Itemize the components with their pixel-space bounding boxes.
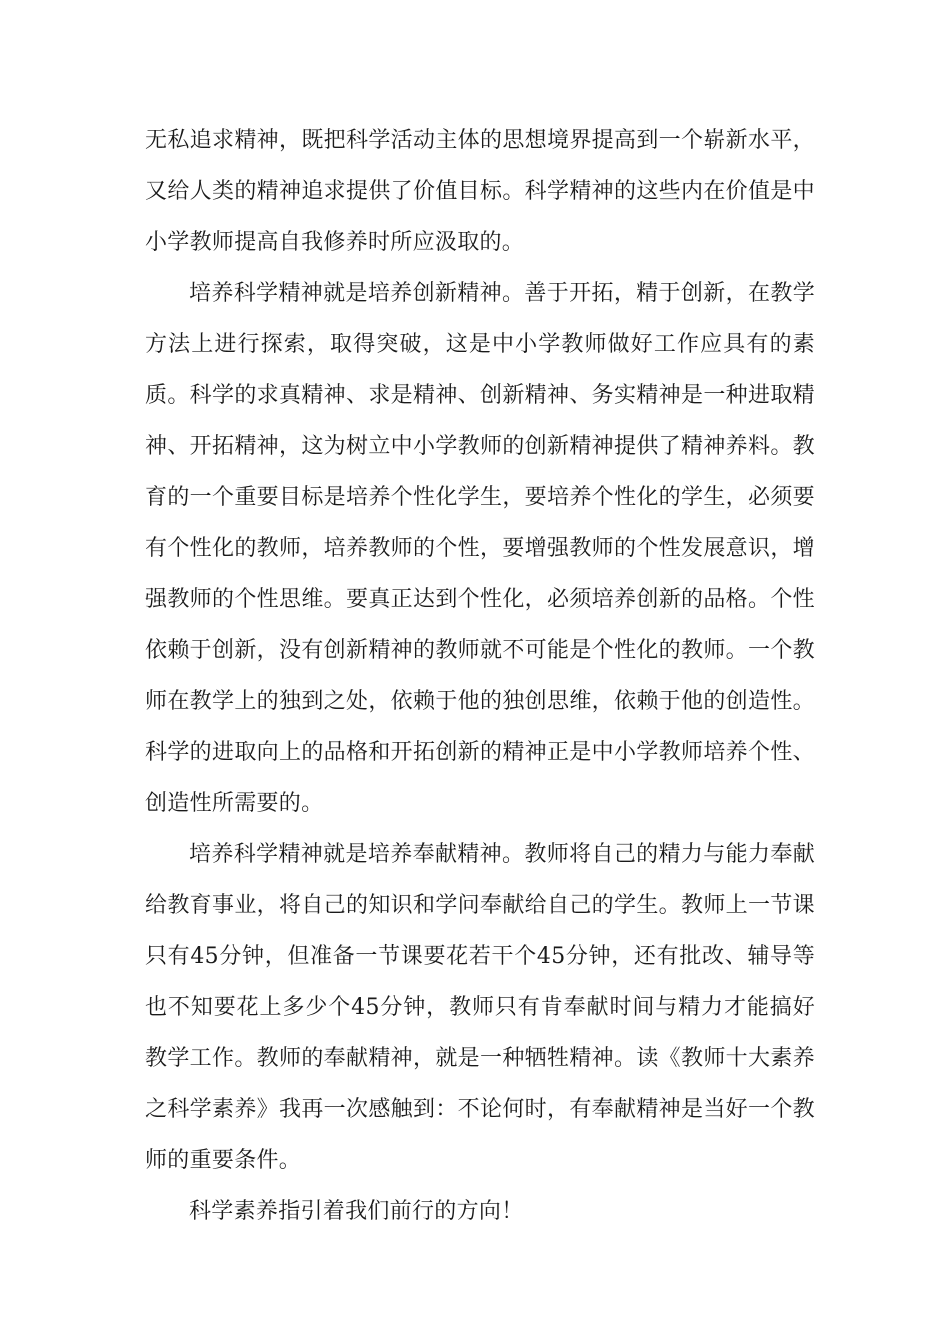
document-body <box>145 115 815 1237</box>
paragraph-continuation: 无私追求精神，既把科学活动主体的思想境界提高到一个崭新水平，又给人类的精神追求提供了价值目标。科学精神的这些内在价值是中小学教师提高自我修养时所应汲取的。 <box>145 128 815 255</box>
paragraph-innovation-spirit: 培养科学精神就是培养创新精神。善于开拓，精于创新，在教学方法上进行探索，取得突破，这是中小学教师做好工作应具有的素质。科学的求真精神、求是精神、创新精神、务实精神是一种进取精神、开拓精神，这为树立中小学教师的创新精神提供了精神养料。教育的一个重要目标是培养个性化学生，要培养个性化的学生，必须要有个性化的教师，培养教师的个性，要增强教师的个性发展意识，增强教师的个性思维。要真正达到个性化，必须培养创新的品格。个性依赖于创新，没有创新精神的教师就不可能是个性化的教师。一个教师在教学上的独到之处，依赖于他的独创思维，依赖于他的创造性。科学的进取向上的品格和开拓创新的精神正是中小学教师培养个性、创造性所需要的。 <box>145 281 815 816</box>
paragraph-conclusion: 科学素养指引着我们前行的方向！ <box>189 1199 524 1224</box>
paragraph-dedication-spirit: 培养科学精神就是培养奉献精神。教师将自己的精力与能力奉献给教育事业，将自己的知识和学问奉献给自己的学生。教师上一节课只有45分钟，但准备一节课要花若干个45分钟，还有批改、辅导等也不知要花上多少个45分钟，教师只有肯奉献时间与精力才能搞好教学工作。教师的奉献精神，就是一种牺牲精神。读《教师十大素养之科学素养》我再一次感触到：不论何时，有奉献精神是当好一个教师的重要条件。 <box>145 842 815 1173</box>
